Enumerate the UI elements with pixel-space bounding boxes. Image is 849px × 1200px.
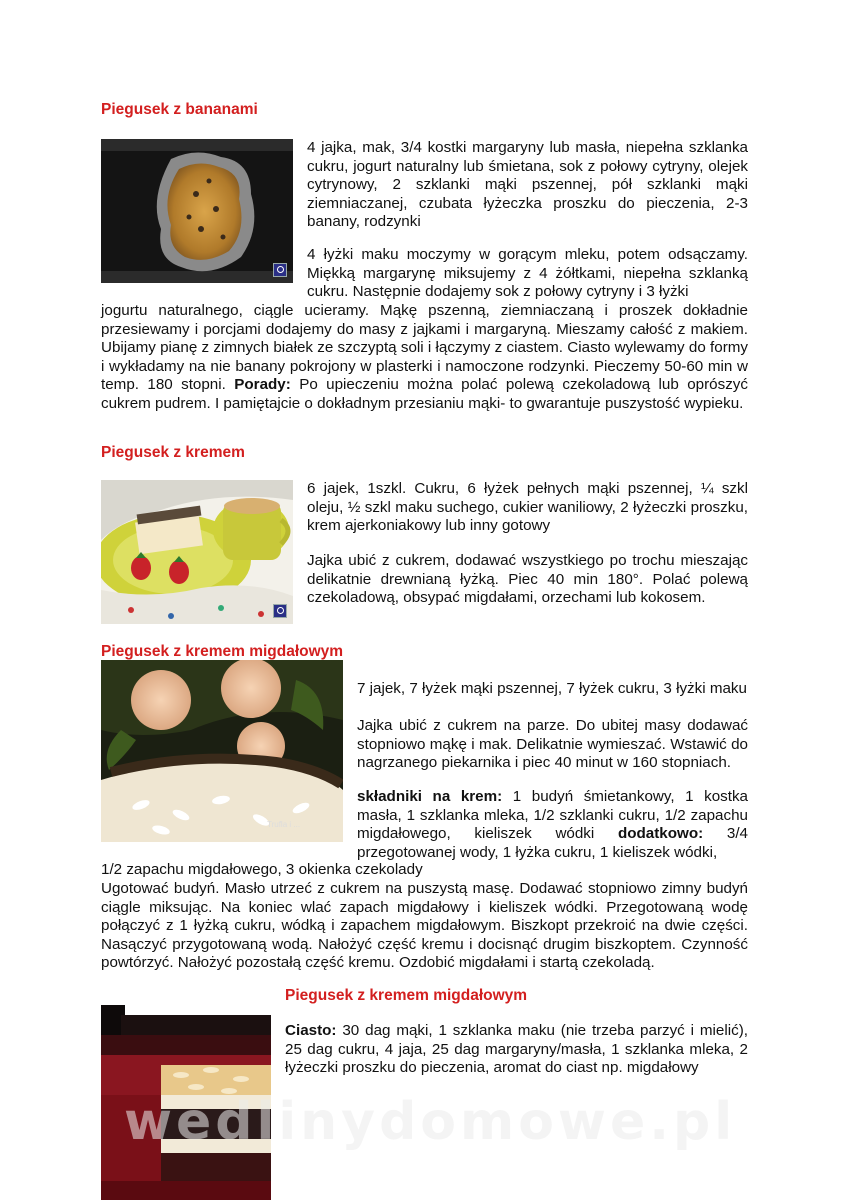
almond-method: Jajka ubić z cukrem na parze. Do ubitej masy dodawać stopniowo mąkę i mak. Delikatnie wymieszać. Wstawić do nagrzanego piekarnika i piec 40 minut w 160 stopniach. (357, 717, 748, 772)
cream-text: 1 budyń śmietankowy, 1 kostka masła, 1 szklanka mleka, 1/2 szklanki cukru, 1/2 zapachu migdałowego, kieliszek wódki (357, 788, 749, 843)
bananas-method-start: 4 łyżki maku moczymy w gorącym mleku, potem odsączamy. Miękką margarynę miksujemy z 4 żółtkami, niepełna szklanką cukru. Następnie dodajemy sok z połowy cytryny i 3 łyżki (307, 246, 748, 301)
photo-almond-cake (101, 660, 343, 842)
tips-text: Po upieczeniu można polać polewą czekoladową lub oprószyć cukrem pudrem. I pamiętajcie o dokładnym przesianiu mąki- to gwarantuje puszystość wypieku. (101, 376, 748, 412)
bananas-method-continued (101, 302, 748, 414)
cream-ingredients: 6 jajek, 1szkl. Cukru, 6 łyżek pełnych mąki pszennej, ¼ szkl oleju, ½ szkl maku suchego, cukier waniliowy, 2 łyżeczki proszku, krem ajerkoniakowy lub inny gotowy (307, 480, 748, 535)
almond-extra-wide: 1/2 zapachu migdałowego, 3 okienka czekolady (101, 861, 423, 878)
dough-label: Ciasto: (285, 1022, 337, 1039)
recipe-title-almond-2: Piegusek z kremem migdałowym (285, 987, 528, 1004)
zoom-icon[interactable] (273, 604, 287, 618)
almond-2-ingredients (285, 1022, 748, 1078)
dough-text: 30 dag mąki, 1 szklanka maku (nie trzeba parzyć i mielić), 25 dag cukru, 4 jaja, 25 dag margaryny/masła, 1 szklanka mleka, 2 łyżeczki proszku do pieczenia, aromat do ciast np. migdałowy (285, 1022, 748, 1077)
photo-almond-slice (101, 975, 271, 1200)
recipe-title-bananas: Piegusek z bananami (101, 101, 258, 118)
photo-caption: Trufla i ... (267, 820, 301, 829)
extra-label: dodatkowo: (617, 825, 704, 843)
watermark: wedlinydomowe.pl (123, 1092, 737, 1152)
extra-text: 3/4 przegotowanej wody, 1 łyżka cukru, 1 kieliszek wódki, (357, 825, 748, 861)
zoom-icon[interactable] (273, 263, 287, 277)
almond-ingredients: 7 jajek, 7 łyżek mąki pszennej, 7 łyżek cukru, 3 łyżki maku (357, 680, 747, 697)
photo-banana-cake (101, 139, 293, 283)
cream-label: składniki na krem: (357, 788, 503, 805)
recipe-title-cream: Piegusek z kremem (101, 444, 245, 461)
recipe-title-almond: Piegusek z kremem migdałowym (101, 643, 344, 660)
tips-label: Porady: (234, 376, 291, 394)
almond-final: Ugotować budyń. Masło utrzeć z cukrem na puszystą masę. Dodawać stopniowo zimny budyń ciągle miksując. Na koniec wlać zapach migdałowy i kieliszek wódki. Przegotowaną wodę połączyć z 1 łyżką cukru, wódką i zapachem migdałowym. Biszkopt przekroić na dwie części. Nasączyć przygotowaną wodą. Nałożyć część kremu i docisnąć drugim biszkoptem. Czynność powtórzyć. Nałożyć pozostałą część kremu. Ozdobić migdałami i startą czekoladą. (101, 880, 748, 972)
almond-cream (357, 788, 748, 862)
cream-method: Jajka ubić z cukrem, dodawać wszystkiego po trochu mieszając delikatnie drewnianą łyżką. Piec 40 min 180°. Polać polewą czekoladową, obsypać migdałami, orzechami lub kokosem. (307, 552, 748, 607)
photo-cream-cake (101, 480, 293, 624)
bananas-method-text: jogurtu naturalnego, ciągle ucieramy. Mąkę pszenną, ziemniaczaną i proszek dokładnie przesiewamy i porcjami dodajemy do masy z jajkami i margaryną. Mieszamy całość z makiem. Ubijamy pianę z zimnych białek ze szczyptą soli i łączymy z ciastem. Ciasto wylewamy do formy i wykładamy na nie banany pokrojony w plasterki i namoczone rodzynki. Pieczemy 50-60 min w temp. 180 stopni. (101, 302, 748, 394)
bananas-ingredients: 4 jajka, mak, 3/4 kostki margaryny lub masła, niepełna szklanka cukru, jogurt naturalny lub śmietana, sok z połowy cytryny, olejek cytrynowy, 2 szklanki mąki pszennej, pół szklanki mąki ziemniaczanej, czubata łyżeczka proszku do pieczenia, 2-3 banany, rodzynki (307, 139, 748, 231)
